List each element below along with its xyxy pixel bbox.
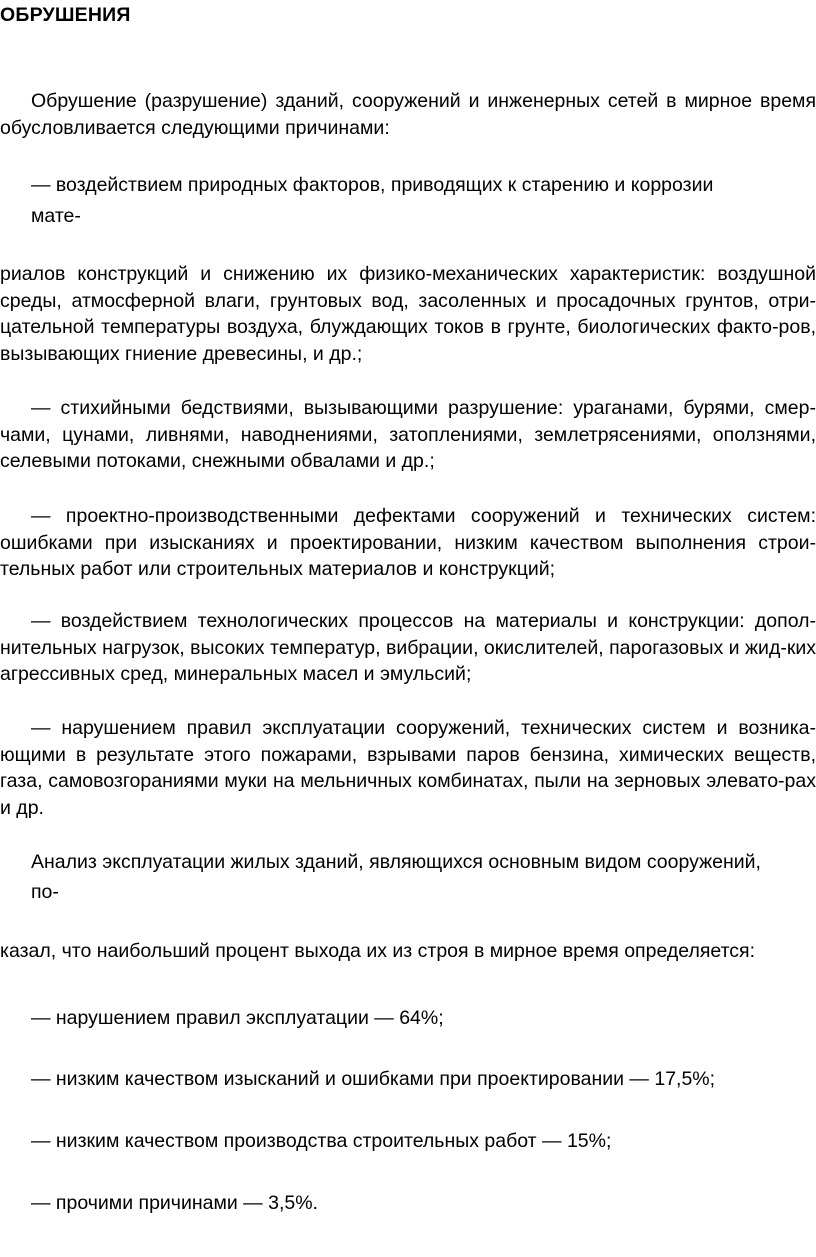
intro-paragraph: Обрушение (разрушение) зданий, сооружений и инженерных сетей в мирное время обусловливается следующими причинами: — [0, 90, 816, 139]
cause-1-hyphen-fragment: мате- — [31, 205, 81, 227]
stat-item: — нарушением правил эксплуатации — 64%; — [31, 1007, 444, 1029]
cause-3-paragraph: — проектно-производственными дефектами сооружений и технических систем: ошибками при изысканиях и проектировании, низким качеством выполнения строи-тельных работ или строительных материалов и конструкций; — [0, 505, 816, 580]
cause-1-first-line: — воздействием природных факторов, приводящих к старению и коррозии — [31, 174, 714, 196]
analysis-first-line: Анализ эксплуатации жилых зданий, являющихся основным видом сооружений, — [31, 851, 761, 873]
analysis-paragraph: казал, что наибольший процент выхода их из строя в мирное время определяется: — [0, 940, 756, 962]
cause-4-paragraph: — воздействием технологических процессов на материалы и конструкции: допол-нительных нагрузок, высоких температур, вибрации, окислителей, парогазовых и жид-ких агрессивных сред, минеральных масел и эмульсий; — [0, 610, 816, 685]
stat-item: — прочими причинами — 3,5%. — [31, 1192, 318, 1214]
stat-item: — низким качеством производства строительных работ — 15%; — [31, 1130, 612, 1152]
cause-5-paragraph: — нарушением правил эксплуатации сооружений, технических систем и возника-ющими в результате этого пожарами, взрывами паров бензина, химических веществ, газа, самовозгораниями муки на мельничных комбинатах, пыли на зерновых элевато-рах и др. — [0, 717, 816, 819]
cause-1-paragraph: риалов конструкций и снижению их физико-механических характеристик: воздушной среды, атмосферной влаги, грунтовых вод, засоленных и просадочных грунтов, отри-цательной температуры воздуха, блуждающих токов в грунте, биологических факто-ров, вызывающих гниение древесины, и др.; — [0, 263, 816, 365]
page-title: ОБРУШЕНИЯ — [0, 4, 131, 26]
stat-item: — низким качеством изысканий и ошибками при проектировании — 17,5%; — [31, 1068, 716, 1090]
cause-2-paragraph: — стихийными бедствиями, вызывающими разрушение: ураганами, бурями, смер-чами, цунами, ливнями, наводнениями, затоплениями, землетрясениями, оползнями, селевыми потоками, снежными обвалами и др.; — [0, 397, 816, 472]
analysis-hyphen-fragment: по- — [31, 881, 59, 903]
